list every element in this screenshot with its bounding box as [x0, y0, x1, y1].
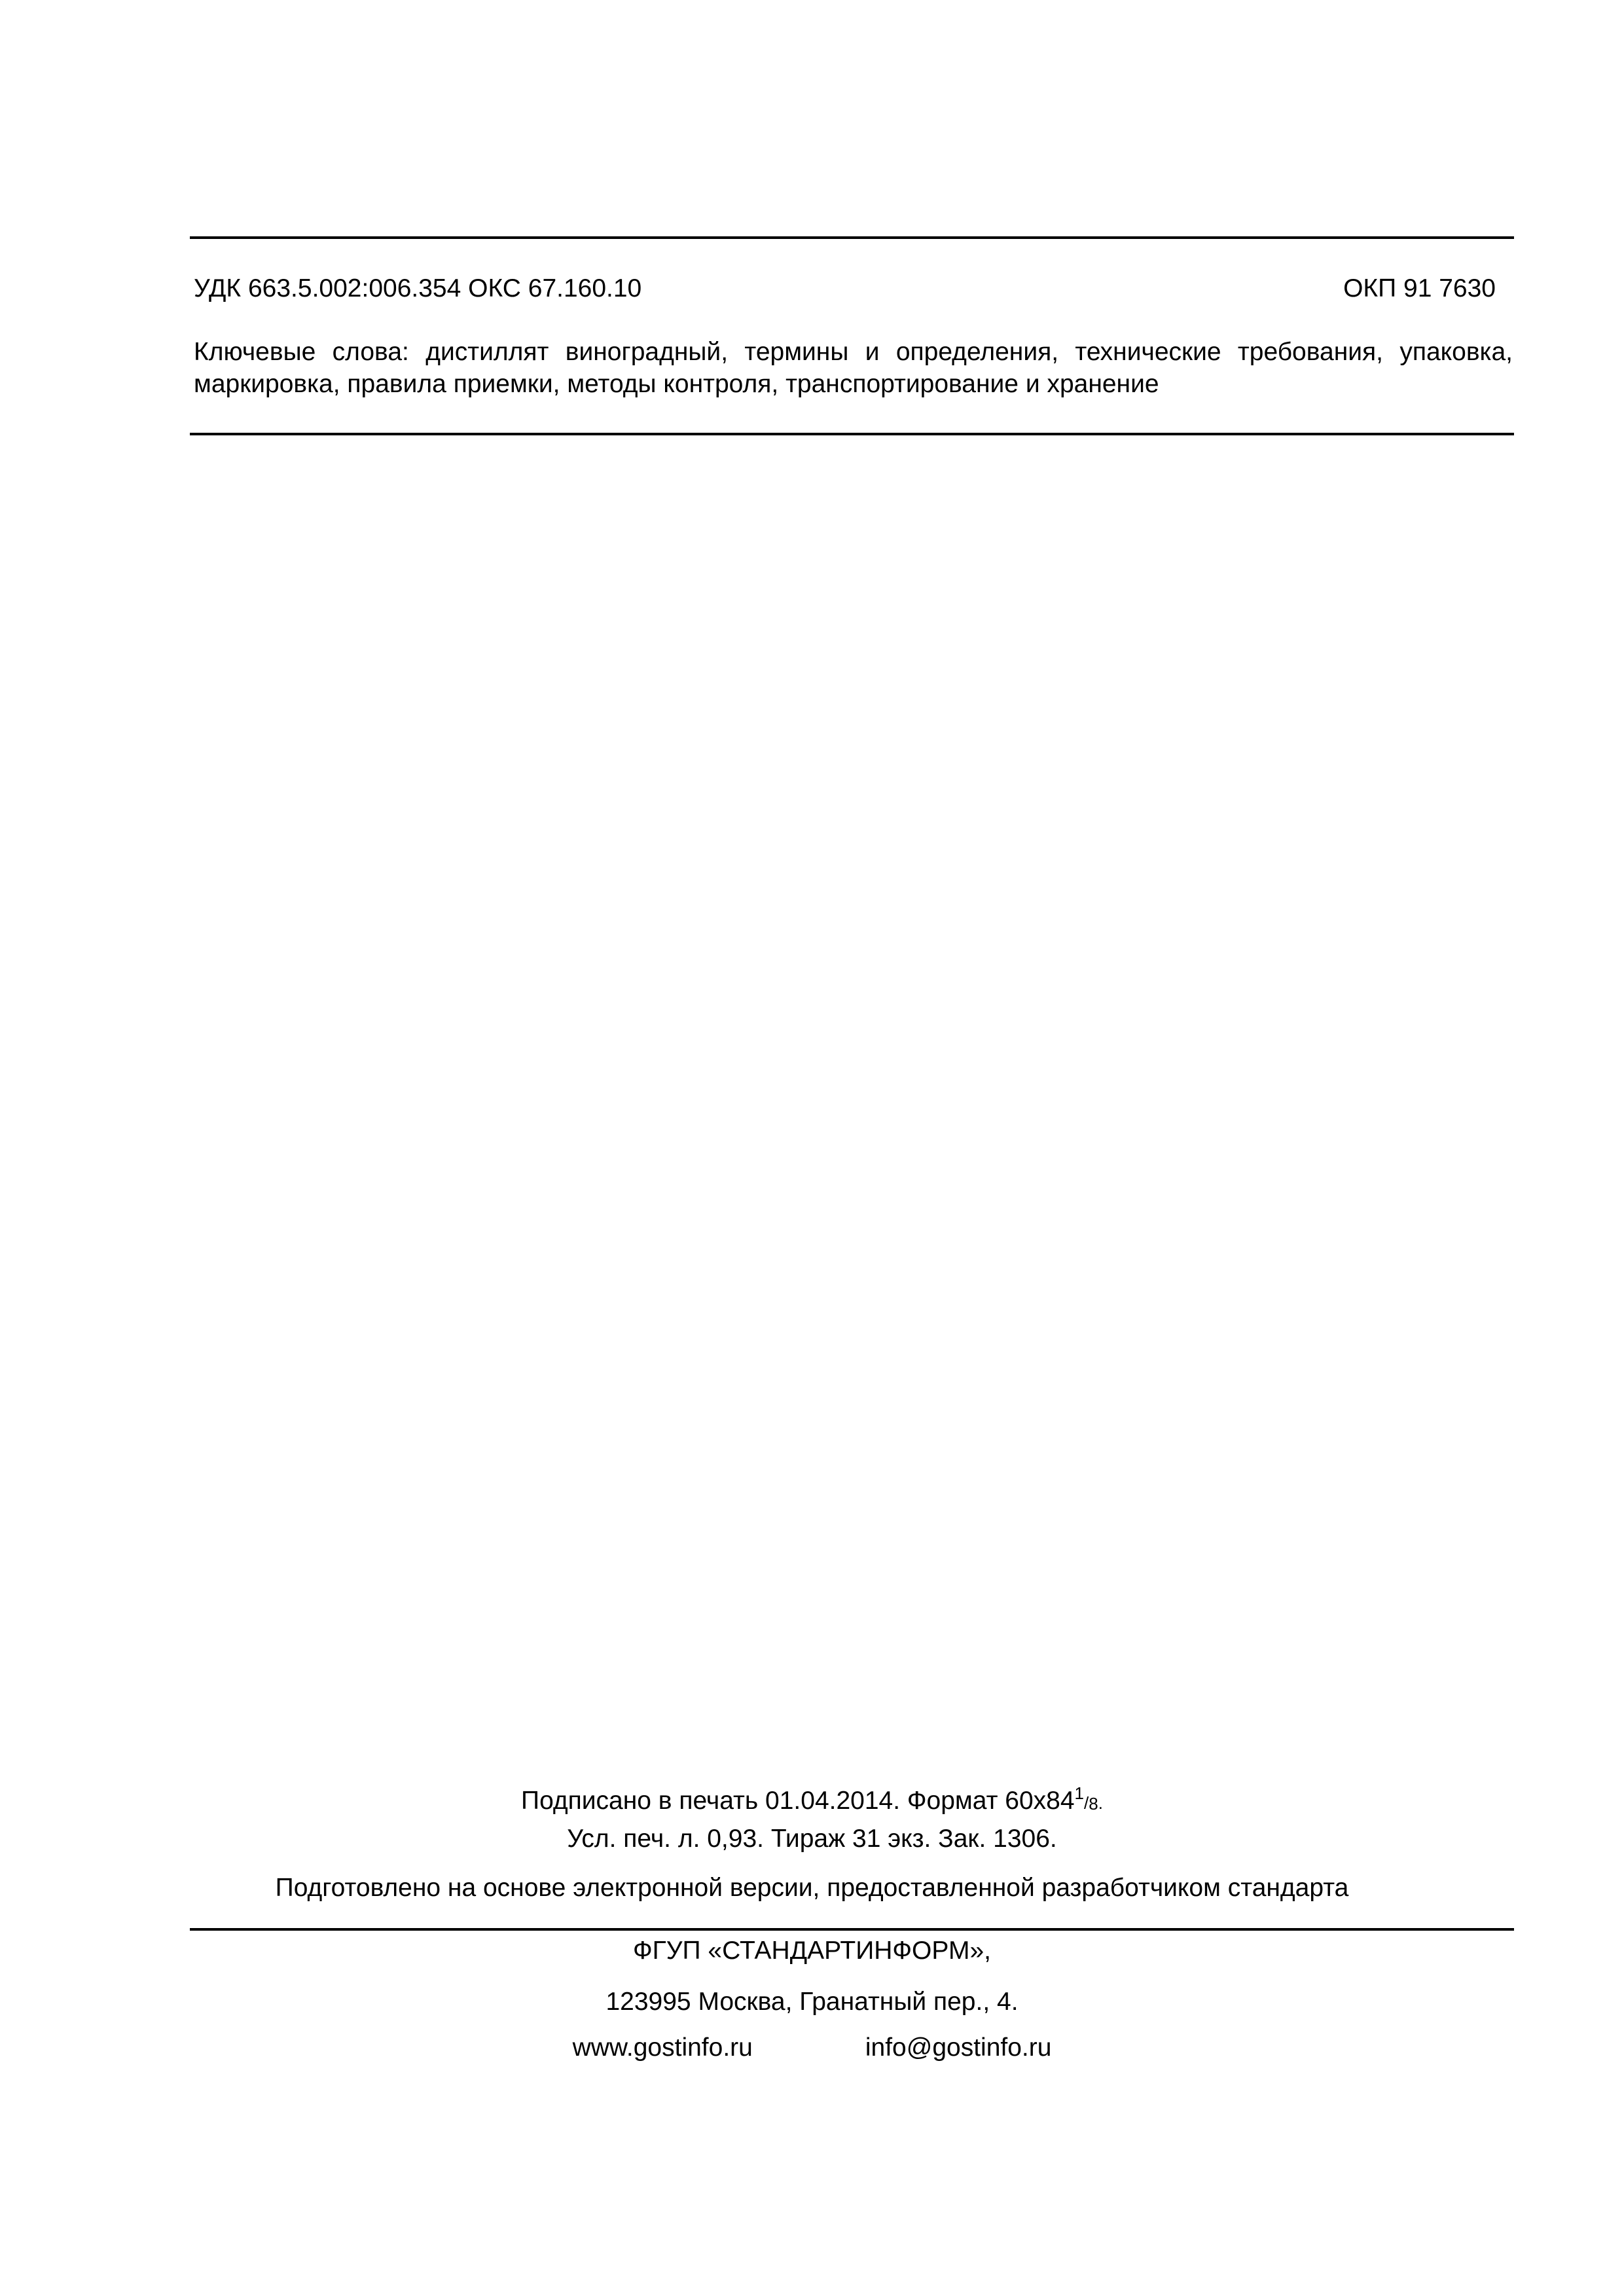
format-denominator: 8	[1089, 1794, 1098, 1813]
format-fraction-end: .	[1098, 1793, 1103, 1813]
signed-to-print	[0, 1778, 1624, 1819]
contacts-line	[0, 2033, 1624, 2063]
keywords-paragraph: Ключевые слова: дистиллят виноградный, термины и определения, технические требования, упаковка, маркировка, правила приемки, методы контроля, транспортирование и хранение	[194, 338, 1513, 398]
format-fraction: $^1/_8$.	[1074, 1783, 1103, 1813]
top-divider	[190, 236, 1514, 239]
signed-to-print-text: Подписано в печать 01.04.2014. Формат 60x84	[521, 1787, 1075, 1815]
format-numerator: 1	[1074, 1783, 1085, 1803]
website-link[interactable]: www.gostinfo.ru	[572, 2033, 753, 2062]
print-info: Усл. печ. л. 0,93. Тираж 31 экз. Зак. 1306.	[567, 1825, 1057, 1853]
keywords-bottom-divider	[190, 433, 1514, 435]
email-link[interactable]: info@gostinfo.ru	[865, 2033, 1052, 2062]
prepared-note: Подготовлено на основе электронной версии, предоставленной разработчиком стандарта	[275, 1874, 1349, 1902]
publisher-name: ФГУП «СТАНДАРТИНФОРМ»,	[633, 1937, 991, 1965]
publisher-divider	[190, 1928, 1514, 1931]
okp-code: ОКП 91 7630	[1343, 274, 1496, 302]
classification-codes: УДК 663.5.002:006.354 ОКС 67.160.10	[194, 274, 642, 302]
publisher-address: 123995 Москва, Гранатный пер., 4.	[605, 1988, 1019, 2016]
